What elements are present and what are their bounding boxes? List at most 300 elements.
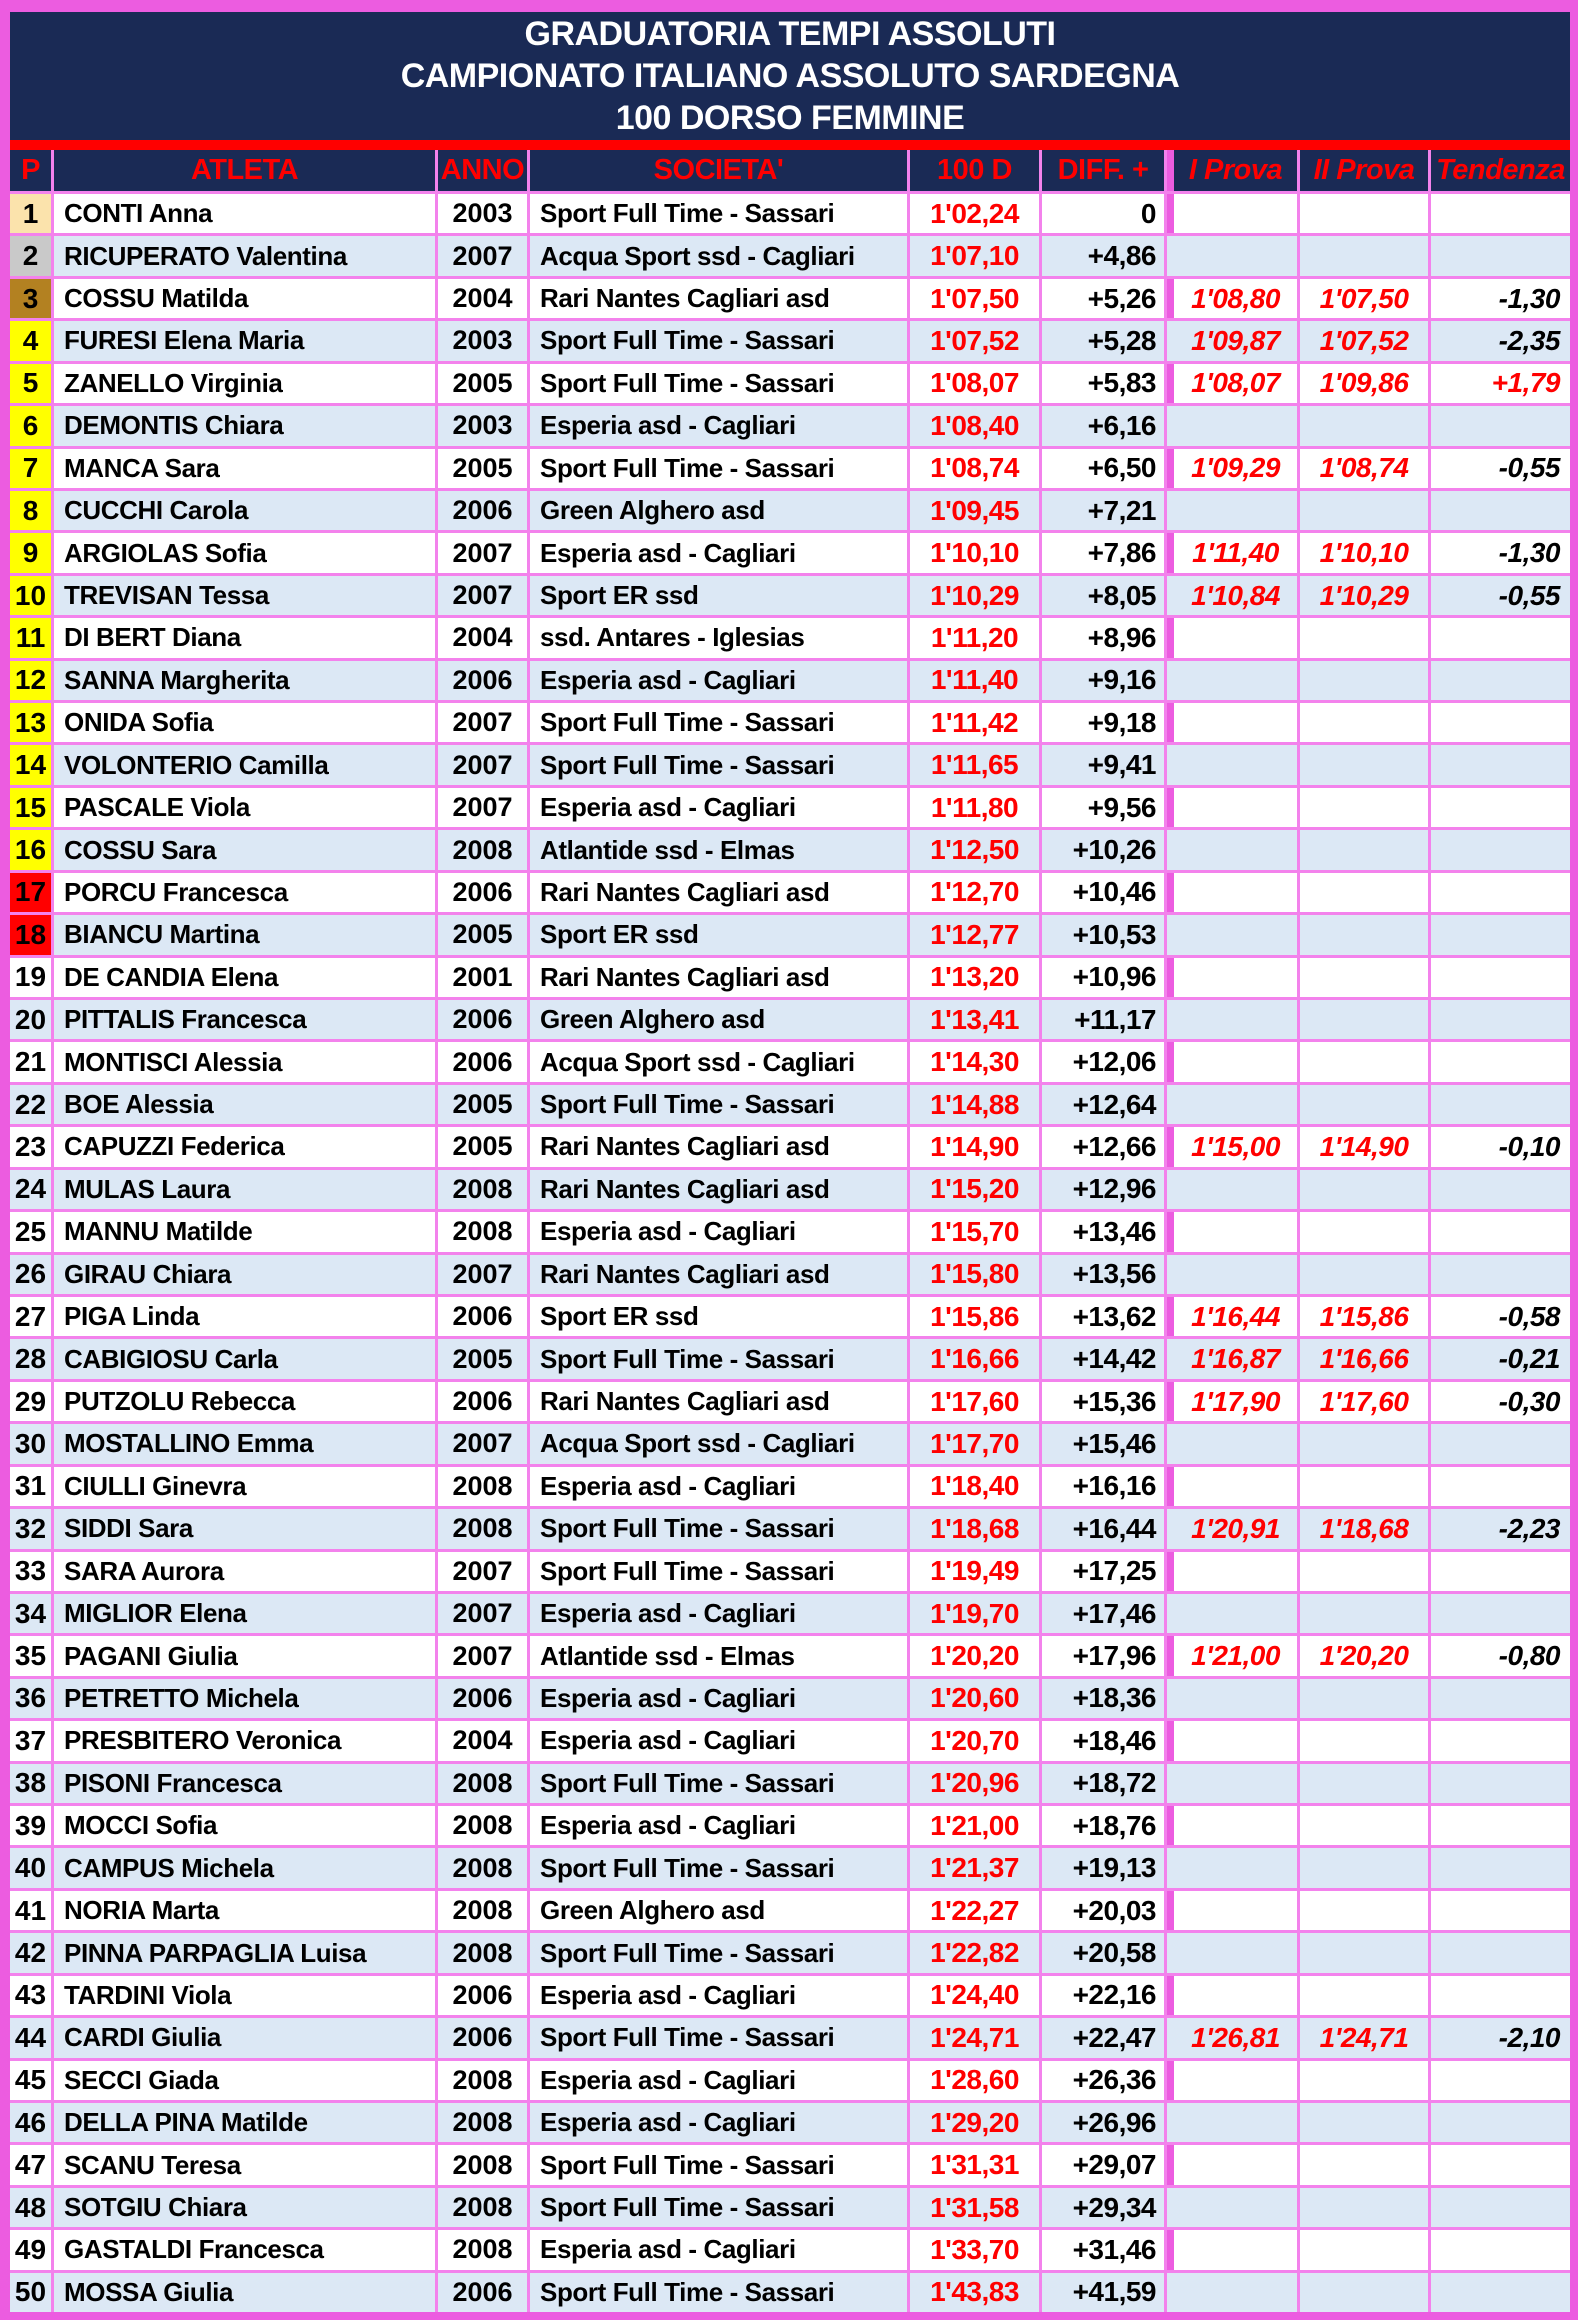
- thick-separator: [1167, 491, 1174, 530]
- year-cell: 2007: [438, 533, 530, 572]
- time-cell: 1'43,83: [910, 2273, 1042, 2312]
- thick-separator: [1167, 236, 1174, 275]
- time-cell: 1'15,70: [910, 1212, 1042, 1251]
- thick-separator: [1167, 2018, 1174, 2057]
- table-row: [10, 1594, 1570, 1636]
- time-cell: 1'08,40: [910, 406, 1042, 445]
- athlete-cell: PAGANI Giulia: [54, 1636, 438, 1675]
- prova1-cell: [1174, 1170, 1300, 1209]
- prova2-cell: [1300, 491, 1431, 530]
- diff-cell: +10,96: [1042, 958, 1167, 997]
- thick-separator: [1167, 1721, 1174, 1760]
- athlete-cell: SANNA Margherita: [54, 661, 438, 700]
- year-cell: 2007: [438, 703, 530, 742]
- time-cell: 1'11,40: [910, 661, 1042, 700]
- trend-cell: [1431, 1848, 1570, 1887]
- time-cell: 1'08,07: [910, 364, 1042, 403]
- diff-cell: +26,36: [1042, 2061, 1167, 2100]
- prova2-cell: [1300, 2230, 1431, 2269]
- trend-cell: [1431, 406, 1570, 445]
- time-cell: 1'14,30: [910, 1042, 1042, 1081]
- col-header-prova2: II Prova: [1300, 150, 1431, 191]
- col-header-athlete: ATLETA: [54, 150, 438, 191]
- diff-cell: +7,86: [1042, 533, 1167, 572]
- trend-cell: [1431, 1085, 1570, 1124]
- club-cell: Esperia asd - Cagliari: [530, 2061, 910, 2100]
- time-cell: 1'22,82: [910, 1933, 1042, 1972]
- prova1-cell: [1174, 788, 1300, 827]
- table-row: [10, 1467, 1570, 1509]
- prova2-cell: [1300, 1679, 1431, 1718]
- diff-cell: +31,46: [1042, 2230, 1167, 2269]
- prova2-cell: 1'14,90: [1300, 1127, 1431, 1166]
- trend-cell: [1431, 745, 1570, 784]
- position-cell: 23: [10, 1127, 54, 1166]
- prova2-cell: [1300, 1976, 1431, 2015]
- year-cell: 2008: [438, 2061, 530, 2100]
- table-row: [10, 1127, 1570, 1169]
- position-cell: 36: [10, 1679, 54, 1718]
- position-cell: 45: [10, 2061, 54, 2100]
- col-header-diff: DIFF. +: [1042, 150, 1167, 191]
- trend-cell: [1431, 236, 1570, 275]
- thick-separator: [1167, 576, 1174, 615]
- prova1-cell: [1174, 491, 1300, 530]
- prova2-cell: [1300, 1424, 1431, 1463]
- time-cell: 1'20,60: [910, 1679, 1042, 1718]
- athlete-cell: MOCCI Sofia: [54, 1806, 438, 1845]
- thick-separator: [1167, 2145, 1174, 2184]
- prova1-cell: [1174, 1000, 1300, 1039]
- club-cell: Esperia asd - Cagliari: [530, 1976, 910, 2015]
- prova2-cell: [1300, 1552, 1431, 1591]
- club-cell: Sport Full Time - Sassari: [530, 449, 910, 488]
- position-cell: 18: [10, 915, 54, 954]
- time-cell: 1'13,41: [910, 1000, 1042, 1039]
- trend-cell: [1431, 2145, 1570, 2184]
- table-row: [10, 533, 1570, 575]
- time-cell: 1'15,20: [910, 1170, 1042, 1209]
- position-cell: 24: [10, 1170, 54, 1209]
- club-cell: Sport Full Time - Sassari: [530, 1085, 910, 1124]
- prova2-cell: [1300, 1933, 1431, 1972]
- club-cell: Rari Nantes Cagliari asd: [530, 279, 910, 318]
- time-cell: 1'12,50: [910, 830, 1042, 869]
- prova1-cell: [1174, 958, 1300, 997]
- prova2-cell: 1'24,71: [1300, 2018, 1431, 2057]
- prova2-cell: [1300, 1212, 1431, 1251]
- time-cell: 1'21,00: [910, 1806, 1042, 1845]
- athlete-cell: BIANCU Martina: [54, 915, 438, 954]
- time-cell: 1'07,52: [910, 321, 1042, 360]
- trend-cell: [1431, 1000, 1570, 1039]
- prova2-cell: [1300, 1594, 1431, 1633]
- thick-separator: [1167, 364, 1174, 403]
- thick-separator: [1167, 915, 1174, 954]
- diff-cell: +29,34: [1042, 2188, 1167, 2227]
- club-cell: Rari Nantes Cagliari asd: [530, 1170, 910, 1209]
- thick-separator: [1167, 406, 1174, 445]
- prova2-cell: 1'08,74: [1300, 449, 1431, 488]
- year-cell: 2007: [438, 788, 530, 827]
- diff-cell: +14,42: [1042, 1339, 1167, 1378]
- prova1-cell: [1174, 873, 1300, 912]
- year-cell: 2005: [438, 1339, 530, 1378]
- thick-separator: [1167, 194, 1174, 233]
- trend-cell: [1431, 1806, 1570, 1845]
- year-cell: 2004: [438, 1721, 530, 1760]
- year-cell: 2004: [438, 279, 530, 318]
- thick-separator: [1167, 1636, 1174, 1675]
- diff-cell: +18,36: [1042, 1679, 1167, 1718]
- time-cell: 1'17,70: [910, 1424, 1042, 1463]
- table-row: [10, 576, 1570, 618]
- club-cell: Sport ER ssd: [530, 1297, 910, 1336]
- table-row: [10, 1297, 1570, 1339]
- thick-separator: [1167, 1382, 1174, 1421]
- time-cell: 1'31,31: [910, 2145, 1042, 2184]
- club-cell: Green Alghero asd: [530, 1891, 910, 1930]
- thick-separator: [1167, 1467, 1174, 1506]
- thick-separator: [1167, 1339, 1174, 1378]
- club-cell: Rari Nantes Cagliari asd: [530, 873, 910, 912]
- athlete-cell: DEMONTIS Chiara: [54, 406, 438, 445]
- athlete-cell: MONTISCI Alessia: [54, 1042, 438, 1081]
- trend-cell: -0,30: [1498, 1385, 1560, 1417]
- year-cell: 2003: [438, 194, 530, 233]
- trend-cell: [1431, 661, 1570, 700]
- time-cell: 1'20,70: [910, 1721, 1042, 1760]
- prova2-cell: [1300, 2061, 1431, 2100]
- prova1-cell: [1174, 1848, 1300, 1887]
- year-cell: 2006: [438, 1382, 530, 1421]
- prova2-cell: 1'07,50: [1300, 279, 1431, 318]
- table-row: [10, 1806, 1570, 1848]
- time-cell: 1'12,70: [910, 873, 1042, 912]
- thick-separator: [1167, 1552, 1174, 1591]
- title-block: [10, 12, 1570, 140]
- athlete-cell: PETRETTO Michela: [54, 1679, 438, 1718]
- table-row: [10, 194, 1570, 236]
- prova2-cell: 1'15,86: [1300, 1297, 1431, 1336]
- diff-cell: +15,36: [1042, 1382, 1167, 1421]
- trend-cell: -1,30: [1498, 537, 1560, 569]
- position-cell: 20: [10, 1000, 54, 1039]
- year-cell: 2003: [438, 321, 530, 360]
- club-cell: Esperia asd - Cagliari: [530, 1594, 910, 1633]
- position-cell: 40: [10, 1848, 54, 1887]
- time-cell: 1'02,24: [910, 194, 1042, 233]
- table-row: [10, 2103, 1570, 2145]
- club-cell: Sport Full Time - Sassari: [530, 745, 910, 784]
- time-cell: 1'16,66: [910, 1339, 1042, 1378]
- trend-cell: -2,35: [1431, 321, 1570, 360]
- year-cell: 2006: [438, 491, 530, 530]
- diff-cell: +19,13: [1042, 1848, 1167, 1887]
- diff-cell: +10,53: [1042, 915, 1167, 954]
- diff-cell: +7,21: [1042, 491, 1167, 530]
- trend-cell: [1431, 958, 1570, 997]
- position-cell: 7: [10, 449, 54, 488]
- club-cell: Esperia asd - Cagliari: [530, 1806, 910, 1845]
- table-row: [10, 873, 1570, 915]
- prova1-cell: [1174, 618, 1300, 657]
- time-cell: 1'14,90: [910, 1127, 1042, 1166]
- time-cell: 1'11,42: [910, 703, 1042, 742]
- prova1-cell: 1'08,07: [1174, 364, 1300, 403]
- prova2-cell: [1300, 236, 1431, 275]
- trend-cell: [1431, 1721, 1570, 1760]
- thick-separator: [1167, 1806, 1174, 1845]
- athlete-cell: TARDINI Viola: [54, 1976, 438, 2015]
- position-cell: 37: [10, 1721, 54, 1760]
- thick-separator: [1167, 1509, 1174, 1548]
- prova1-cell: [1174, 2145, 1300, 2184]
- prova2-cell: 1'18,68: [1300, 1509, 1431, 1548]
- trend-cell: [1431, 2230, 1570, 2269]
- year-cell: 2006: [438, 2018, 530, 2057]
- table-row: [10, 1382, 1570, 1424]
- club-cell: Sport Full Time - Sassari: [530, 364, 910, 403]
- time-cell: 1'29,20: [910, 2103, 1042, 2142]
- club-cell: Sport Full Time - Sassari: [530, 1933, 910, 1972]
- club-cell: Esperia asd - Cagliari: [530, 661, 910, 700]
- prova1-cell: [1174, 661, 1300, 700]
- year-cell: 2006: [438, 873, 530, 912]
- prova2-cell: 1'07,52: [1300, 321, 1431, 360]
- prova1-cell: [1174, 2230, 1300, 2269]
- table-row: [10, 364, 1570, 406]
- thick-separator: [1167, 873, 1174, 912]
- prova2-cell: [1300, 1806, 1431, 1845]
- year-cell: 2008: [438, 2103, 530, 2142]
- athlete-cell: DELLA PINA Matilde: [54, 2103, 438, 2142]
- prova2-cell: [1300, 406, 1431, 445]
- position-cell: 1: [10, 194, 54, 233]
- year-cell: 2008: [438, 1764, 530, 1803]
- position-cell: 9: [10, 533, 54, 572]
- time-cell: 1'15,86: [910, 1297, 1042, 1336]
- athlete-cell: MOSTALLINO Emma: [54, 1424, 438, 1463]
- athlete-cell: PASCALE Viola: [54, 788, 438, 827]
- year-cell: 2006: [438, 2273, 530, 2312]
- thick-separator: [1167, 958, 1174, 997]
- table-row: [10, 406, 1570, 448]
- athlete-cell: CONTI Anna: [54, 194, 438, 233]
- athlete-cell: COSSU Matilda: [54, 279, 438, 318]
- prova1-cell: 1'26,81: [1174, 2018, 1300, 2057]
- thick-separator: [1167, 618, 1174, 657]
- prova1-cell: [1174, 2188, 1300, 2227]
- ranking-sheet: [10, 12, 1570, 2312]
- prova1-cell: [1174, 1806, 1300, 1845]
- athlete-cell: CAPUZZI Federica: [54, 1127, 438, 1166]
- trend-cell: [1431, 491, 1570, 530]
- year-cell: 2008: [438, 1891, 530, 1930]
- trend-cell: [1431, 1679, 1570, 1718]
- time-cell: 1'15,80: [910, 1255, 1042, 1294]
- athlete-cell: GASTALDI Francesca: [54, 2230, 438, 2269]
- trend-cell: [1431, 873, 1570, 912]
- prova2-cell: 1'10,29: [1300, 576, 1431, 615]
- diff-cell: +10,26: [1042, 830, 1167, 869]
- time-cell: 1'13,20: [910, 958, 1042, 997]
- diff-cell: +20,58: [1042, 1933, 1167, 1972]
- table-row: [10, 2145, 1570, 2187]
- prova2-cell: [1300, 1848, 1431, 1887]
- year-cell: 2005: [438, 449, 530, 488]
- club-cell: Esperia asd - Cagliari: [530, 1467, 910, 1506]
- trend-cell: -0,55: [1498, 452, 1560, 484]
- diff-cell: +13,46: [1042, 1212, 1167, 1251]
- prova2-cell: [1300, 1255, 1431, 1294]
- time-cell: 1'11,80: [910, 788, 1042, 827]
- table-row: [10, 2273, 1570, 2312]
- trend-cell: [1431, 1764, 1570, 1803]
- year-cell: 2005: [438, 1127, 530, 1166]
- club-cell: ssd. Antares - Iglesias: [530, 618, 910, 657]
- trend-cell: -1,30: [1498, 282, 1560, 314]
- diff-cell: +22,47: [1042, 2018, 1167, 2057]
- title-line-1: GRADUATORIA TEMPI ASSOLUTI: [524, 15, 1056, 53]
- year-cell: 2007: [438, 576, 530, 615]
- athlete-cell: MANNU Matilde: [54, 1212, 438, 1251]
- year-cell: 2008: [438, 1467, 530, 1506]
- position-cell: 43: [10, 1976, 54, 2015]
- thick-separator: [1167, 1679, 1174, 1718]
- table-row: [10, 321, 1570, 363]
- time-cell: 1'21,37: [910, 1848, 1042, 1887]
- thick-separator: [1167, 2230, 1174, 2269]
- table-row: [10, 1848, 1570, 1890]
- club-cell: Sport Full Time - Sassari: [530, 2273, 910, 2312]
- diff-cell: +8,05: [1042, 576, 1167, 615]
- club-cell: Sport ER ssd: [530, 915, 910, 954]
- thick-separator: [1167, 1976, 1174, 2015]
- prova2-cell: [1300, 1891, 1431, 1930]
- time-cell: 1'19,70: [910, 1594, 1042, 1633]
- prova2-cell: [1300, 2145, 1431, 2184]
- position-cell: 49: [10, 2230, 54, 2269]
- col-header-time: 100 D: [910, 150, 1042, 191]
- prova1-cell: [1174, 745, 1300, 784]
- athlete-cell: ARGIOLAS Sofia: [54, 533, 438, 572]
- position-cell: 28: [10, 1339, 54, 1378]
- title-line-2: CAMPIONATO ITALIANO ASSOLUTO SARDEGNA: [400, 57, 1180, 95]
- time-cell: 1'28,60: [910, 2061, 1042, 2100]
- prova1-cell: 1'09,87: [1174, 321, 1300, 360]
- diff-cell: +9,16: [1042, 661, 1167, 700]
- table-row: [10, 1212, 1570, 1254]
- year-cell: 2001: [438, 958, 530, 997]
- club-cell: Sport Full Time - Sassari: [530, 1848, 910, 1887]
- prova1-cell: [1174, 2273, 1300, 2312]
- athlete-cell: GIRAU Chiara: [54, 1255, 438, 1294]
- year-cell: 2007: [438, 236, 530, 275]
- prova1-cell: [1174, 1594, 1300, 1633]
- athlete-cell: BOE Alessia: [54, 1085, 438, 1124]
- position-cell: 42: [10, 1933, 54, 1972]
- prova1-cell: [1174, 1085, 1300, 1124]
- athlete-cell: FURESI Elena Maria: [54, 321, 438, 360]
- position-cell: 35: [10, 1636, 54, 1675]
- table-body: [10, 194, 1570, 2312]
- table-row: [10, 1552, 1570, 1594]
- table-header-row: [10, 150, 1570, 194]
- athlete-cell: CABIGIOSU Carla: [54, 1339, 438, 1378]
- prova1-cell: [1174, 915, 1300, 954]
- prova1-cell: [1174, 2103, 1300, 2142]
- prova1-cell: [1174, 703, 1300, 742]
- position-cell: 31: [10, 1467, 54, 1506]
- athlete-cell: MULAS Laura: [54, 1170, 438, 1209]
- trend-cell: [1431, 1212, 1570, 1251]
- diff-cell: +10,46: [1042, 873, 1167, 912]
- diff-cell: +9,56: [1042, 788, 1167, 827]
- time-cell: 1'24,40: [910, 1976, 1042, 2015]
- prova1-cell: 1'11,40: [1174, 533, 1300, 572]
- diff-cell: +20,03: [1042, 1891, 1167, 1930]
- club-cell: Atlantide ssd - Elmas: [530, 830, 910, 869]
- time-cell: 1'09,45: [910, 491, 1042, 530]
- prova2-cell: [1300, 1764, 1431, 1803]
- col-header-trend: Tendenza: [1436, 154, 1565, 186]
- position-cell: 33: [10, 1552, 54, 1591]
- table-row: [10, 1509, 1570, 1551]
- prova2-cell: [1300, 958, 1431, 997]
- position-cell: 34: [10, 1594, 54, 1633]
- trend-cell: -0,58: [1498, 1300, 1560, 1332]
- prova2-cell: [1300, 1467, 1431, 1506]
- club-cell: Green Alghero asd: [530, 491, 910, 530]
- prova1-cell: [1174, 1042, 1300, 1081]
- year-cell: 2008: [438, 2188, 530, 2227]
- club-cell: Esperia asd - Cagliari: [530, 788, 910, 827]
- time-cell: 1'33,70: [910, 2230, 1042, 2269]
- thick-separator: [1167, 1297, 1174, 1336]
- prova1-cell: [1174, 1212, 1300, 1251]
- year-cell: 2006: [438, 661, 530, 700]
- thick-separator: [1167, 788, 1174, 827]
- prova2-cell: [1300, 1042, 1431, 1081]
- prova2-cell: [1300, 618, 1431, 657]
- club-cell: Sport ER ssd: [530, 576, 910, 615]
- prova2-cell: 1'09,86: [1300, 364, 1431, 403]
- prova1-cell: 1'09,29: [1174, 449, 1300, 488]
- table-row: [10, 1339, 1570, 1381]
- time-cell: 1'14,88: [910, 1085, 1042, 1124]
- time-cell: 1'18,40: [910, 1467, 1042, 1506]
- year-cell: 2007: [438, 1552, 530, 1591]
- position-cell: 32: [10, 1509, 54, 1548]
- diff-cell: +18,76: [1042, 1806, 1167, 1845]
- position-cell: 3: [10, 279, 54, 318]
- trend-cell: -0,55: [1431, 576, 1570, 615]
- position-cell: 2: [10, 236, 54, 275]
- year-cell: 2008: [438, 830, 530, 869]
- athlete-cell: PIGA Linda: [54, 1297, 438, 1336]
- prova1-cell: [1174, 1679, 1300, 1718]
- position-cell: 41: [10, 1891, 54, 1930]
- year-cell: 2005: [438, 1085, 530, 1124]
- thick-separator: [1167, 1212, 1174, 1251]
- year-cell: 2008: [438, 1933, 530, 1972]
- thick-separator: [1167, 321, 1174, 360]
- prova1-cell: 1'20,91: [1174, 1509, 1300, 1548]
- prova1-cell: [1174, 1891, 1300, 1930]
- prova2-cell: 1'20,20: [1300, 1636, 1431, 1675]
- position-cell: 47: [10, 2145, 54, 2184]
